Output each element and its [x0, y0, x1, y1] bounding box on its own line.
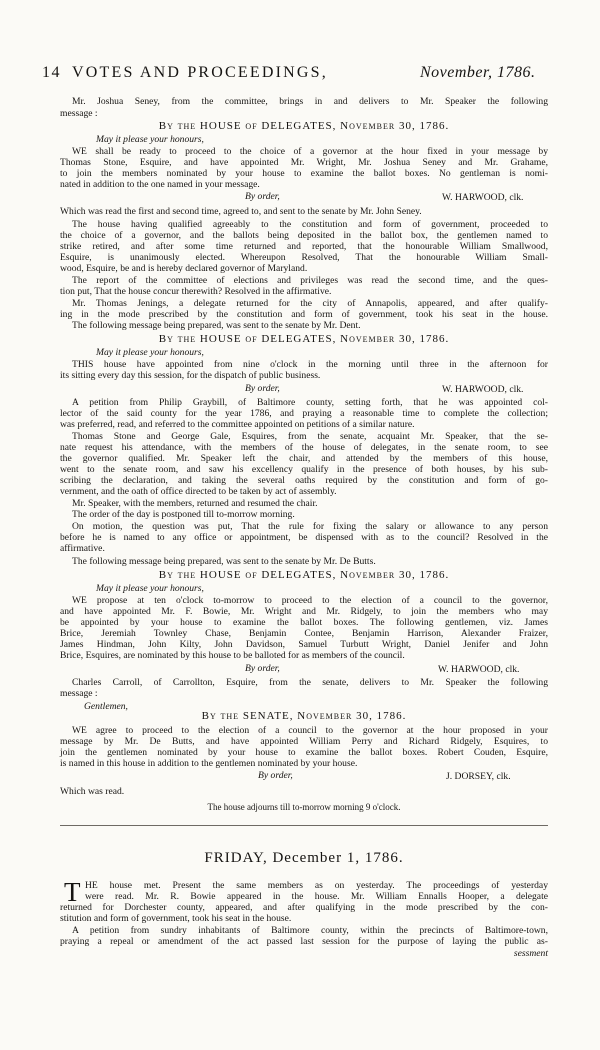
salutation: May it please your honours, — [96, 347, 204, 358]
text-line: nate request his attendance, with the members of the house of delegates, in the senate room, to see — [60, 442, 548, 453]
text-line: strike retired, and after some time returned and reported, that the honourable William Smallwood, — [60, 241, 548, 252]
by-order: By order, — [258, 770, 293, 781]
text-line: Mr. Joshua Seney, from the committee, brings in and delivers to Mr. Speaker the following — [72, 96, 548, 107]
day-heading: FRIDAY, December 1, 1786. — [204, 850, 404, 866]
text-line: lector of the said county for the year 1786, and praying a reasonable time to complete the collection; — [60, 408, 548, 419]
adjournment-note: The house adjourns till to-morrow morning 9 o'clock. — [207, 802, 401, 812]
text-line: Brice, Jeremiah Townley Chase, Benjamin Contee, Benjamin Harrison, Alexander Fraizer, — [60, 628, 548, 639]
text-line: Brice, Esquires, are nominated by this house to be balloted for as members of the council. — [60, 650, 405, 661]
text-line: WE shall be ready to proceed to the choice of a governor at the hour fixed in your message by — [72, 146, 548, 157]
text-line: tion put, That the house concur therewith? Resolved in the affirmative. — [60, 286, 332, 297]
text-line: THIS house have appointed from nine o'clock in the morning until three in the afternoon for — [72, 359, 548, 370]
by-order: By order, — [245, 383, 280, 394]
text-line: the governor qualified. Mr. Speaker left the chair, and attended by the members of this house, — [60, 453, 548, 464]
text-line: A petition from sundry inhabitants of Baltimore county, within the precincts of Baltimore-town, — [72, 925, 548, 936]
text-line: Thomas Stone and George Gale, Esquires, from the senate, acquaint Mr. Speaker, that the se- — [72, 431, 548, 442]
text-line: stitution and form of government, took his seat in the house. — [60, 913, 292, 924]
text-line: Mr. Speaker, with the members, returned and resumed the chair. — [72, 498, 318, 509]
text-line: be appointed by your house to examine the ballot boxes. The following gentlemen, viz. James — [60, 617, 548, 628]
message-heading: By the HOUSE of DELEGATES, November 30, 1786. — [158, 120, 450, 132]
text-line: to join the members nominated by your house to examine the ballot boxes. No gentleman is nomi- — [60, 168, 548, 179]
page-number: 14 — [42, 64, 61, 81]
text-line: WE propose at ten o'clock to-morrow to proceed to the election of a council to the governor, — [72, 595, 548, 606]
text-line: message : — [60, 688, 98, 699]
text-line: HE house met. Present the same members as on yesterday. The proceedings of yesterday — [85, 880, 548, 891]
text-line: went to the senate room, and saw his excellency qualify in the presence of both houses, by his sub- — [60, 464, 548, 475]
salutation: May it please your honours, — [96, 134, 204, 145]
message-heading: By the HOUSE of DELEGATES, November 30, 1786. — [158, 333, 450, 345]
text-line: message by Mr. De Butts, and have appointed William Perry and Richard Ridgely, Esquires, to — [60, 736, 548, 747]
message-heading: By the SENATE, November 30, 1786. — [201, 710, 407, 722]
text-line: The following message being prepared, was sent to the senate by Mr. De Butts. — [72, 556, 376, 567]
text-line: scribing the declaration, and taking the several oaths required by the constitution and form of go- — [60, 475, 548, 486]
text-line: and have appointed Mr. F. Bowie, Mr. Wright and Mr. Ridgely, to join the members who may — [60, 606, 548, 617]
clerk-signature: W. HARWOOD, clk. — [442, 192, 524, 203]
section-divider — [60, 825, 548, 826]
text-line: join the gentlemen nominated by your house to examine the ballot boxes. Robert Couden, Esquire, — [60, 747, 548, 758]
text-line: is named in this house in addition to the gentlemen nominated by your house. — [60, 758, 358, 769]
catchword: sessment — [513, 948, 548, 959]
salutation: May it please your honours, — [96, 583, 204, 594]
text-line: its sitting every day this session, for the dispatch of public business. — [60, 370, 321, 381]
text-line: Mr. Thomas Jenings, a delegate returned for the city of Annapolis, appeared, and after qualify- — [72, 298, 548, 309]
text-line: praying a repeal or amendment of the act passed last session for the purpose of laying the public as- — [60, 936, 548, 947]
text-line: On motion, the question was put, That the rule for fixing the salary or allowance to any person — [72, 521, 548, 532]
clerk-signature: J. DORSEY, clk. — [446, 771, 511, 782]
running-title: VOTES AND PROCEEDINGS, — [72, 64, 328, 81]
text-line: WE agree to proceed to the election of a council to the governor at the hour proposed in your — [72, 725, 548, 736]
text-line: The order of the day is postponed till to-morrow morning. — [72, 509, 295, 520]
text-line: A petition from Philip Graybill, of Baltimore county, setting forth, that he was appointed col- — [72, 397, 548, 408]
text-line: The house having qualified agreeably to the constitution and form of government, proceeded to — [72, 219, 548, 230]
text-line: Esquire, is unanimously elected. Whereupon Resolved, That the honourable William Small- — [60, 252, 548, 263]
clerk-signature: W. HARWOOD, clk. — [442, 384, 524, 395]
text-line: wood, Esquire, be and is hereby declared governor of Maryland. — [60, 263, 308, 274]
text-line: was preferred, read, and referred to the committee appointed on petitions of a similar nature. — [60, 419, 415, 430]
drop-cap: T — [64, 877, 81, 907]
text-line: returned for Dorchester county, appeared, and after qualifying in the mode prescribed by the con- — [60, 902, 548, 913]
by-order: By order, — [245, 191, 280, 202]
text-line: The following message being prepared, was sent to the senate by Mr. Dent. — [72, 320, 361, 331]
text-line: Thomas Stone, Esquire, and have appointed Mr. Wright, Mr. Joshua Seney and Mr. Grahame, — [60, 157, 548, 168]
message-heading: By the HOUSE of DELEGATES, November 30, 1786. — [158, 569, 450, 581]
text-line: affirmative. — [60, 543, 105, 554]
salutation: Gentlemen, — [84, 701, 128, 712]
text-line: Charles Carroll, of Carrollton, Esquire, from the senate, delivers to Mr. Speaker the following — [72, 677, 548, 688]
text-line: James Hindman, John Kilty, John Davidson, Samuel Turbutt Wright, Daniel Jenifer and John — [60, 639, 548, 650]
text-line: before he is named to any office or appointment, be dispensed with as to the council? Resolved in the — [60, 532, 548, 543]
text-line: nated in addition to the one named in your message. — [60, 179, 260, 190]
text-line: ing in the mode prescribed by the constitution and form of government, took his seat in the house. — [60, 309, 548, 320]
text-line: were read. Mr. R. Bowie appeared in the house. Mr. William Ennalls Hooper, a delegate — [85, 891, 548, 902]
text-line: The report of the committee of elections and privileges was read the second time, and the ques- — [72, 275, 548, 286]
header-date: November, 1786. — [420, 64, 536, 81]
by-order: By order, — [245, 663, 280, 674]
text-line: vernment, and the oath of office directed to be taken by act of assembly. — [60, 486, 337, 497]
clerk-signature: W. HARWOOD, clk. — [438, 664, 520, 675]
text-line: the choice of a governor, and the ballots being deposited in the ballot box, the gentlemen named to — [60, 230, 548, 241]
text-line: Which was read. — [60, 786, 125, 797]
text-line: message : — [60, 108, 98, 119]
text-line: Which was read the first and second time, agreed to, and sent to the senate by Mr. John Seney. — [60, 206, 422, 217]
